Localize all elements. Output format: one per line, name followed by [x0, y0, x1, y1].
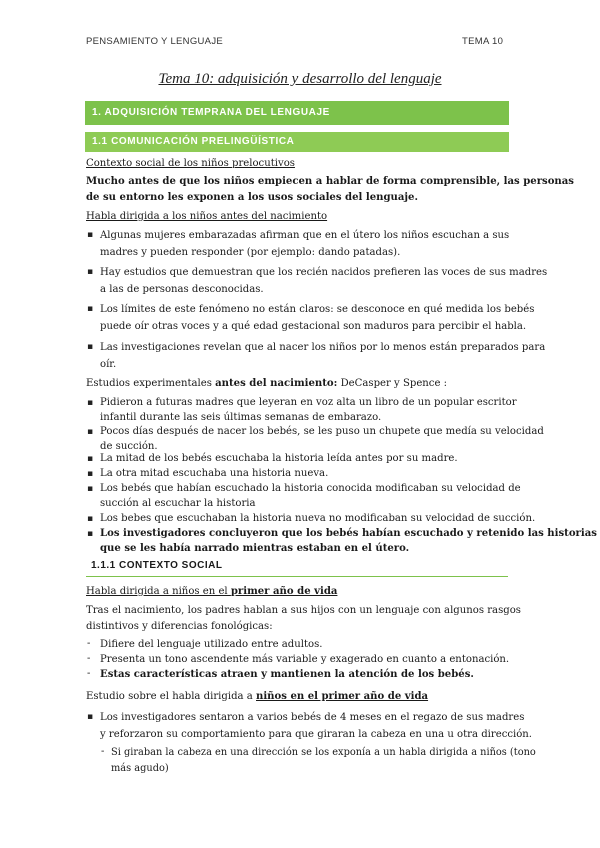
- bullet-icon: ▪: [87, 267, 94, 277]
- estudios-heading: Estudios experimentales antes del nacimiento: DeCasper y Spence :: [86, 378, 448, 389]
- estudio2-heading: Estudio sobre el habla dirigida a niños en el primer año de vida: [86, 691, 429, 702]
- habla-heading: Habla dirigida a los niños antes del nacimiento: [86, 211, 328, 222]
- dash-icon: -: [87, 653, 91, 664]
- list-item: La otra mitad escuchaba una historia nueva.: [100, 468, 329, 479]
- list-item: Pocos días después de nacer los bebés, se les puso un chupete que medía su velocidad de succión.: [100, 426, 544, 452]
- bullet-icon: ▪: [87, 454, 94, 464]
- section-heading-1-1: 1.1 COMUNICACIÓN PRELINGÜÍSTICA: [85, 132, 509, 152]
- intro-bold-line-2: de su entorno les exponen a los usos sociales del lenguaje.: [86, 192, 418, 203]
- paragraph-tras: Tras el nacimiento, los padres hablan a sus hijos con un lenguaje con algunos rasgos distintivos y diferencias fonológicas:: [86, 605, 521, 632]
- bullet-icon: ▪: [87, 398, 94, 408]
- list-item: Pidieron a futuras madres que leyeran en voz alta un libro de un popular escritor infantil durante las seis últimas semanas de embarazo.: [100, 397, 517, 423]
- dash-item: Difiere del lenguaje utilizado entre adultos.: [100, 639, 323, 650]
- list-item-conclusion: Los investigadores concluyeron que los bebés habían escuchado y retenido las historias que se les había narrado mientras estaban en el útero.: [100, 528, 597, 554]
- primer-ano-heading: Habla dirigida a niños en el primer año de vida: [86, 586, 338, 597]
- list-item: Los límites de este fenómeno no están claros: se desconoce en qué medida los bebés puede oír otras voces y a qué edad gestacional son maduros para percibir el habla.: [100, 304, 535, 332]
- bullet-icon: ▪: [87, 427, 94, 437]
- intro-bold-line-1: Mucho antes de que los niños empiecen a hablar de forma comprensible, las personas: [86, 176, 574, 187]
- list-item: Los investigadores sentaron a varios bebés de 4 meses en el regazo de sus madres y reforzaron su comportamiento para que giraran la cabeza en una u otra dirección.: [100, 712, 533, 740]
- list-item: Los bebés que habían escuchado la historia conocida modificaban su velocidad de succión al escuchar la historia: [100, 483, 521, 509]
- section-heading-1: 1. ADQUISICIÓN TEMPRANA DEL LENGUAJE: [85, 101, 509, 125]
- running-header-right: TEMA 10: [462, 36, 504, 47]
- dash-icon: -: [87, 668, 91, 679]
- bullet-icon: ▪: [87, 342, 94, 352]
- subsection-heading: 1.1.1 CONTEXTO SOCIAL: [91, 560, 223, 571]
- list-item: Algunas mujeres embarazadas afirman que en el útero los niños escuchan a sus madres y pueden responder (por ejemplo: dando patadas).: [100, 230, 510, 258]
- bullet-icon: ▪: [87, 712, 94, 722]
- bullet-icon: ▪: [87, 304, 94, 314]
- dash-item: Presenta un tono ascendente más variable y exagerado en cuanto a entonación.: [100, 654, 510, 665]
- bullet-icon: ▪: [87, 514, 94, 524]
- dash-item: Estas características atraen y mantienen la atención de los bebés.: [100, 669, 474, 680]
- dash-item: Si giraban la cabeza en una dirección se los exponía a un habla dirigida a niños (tono más agudo): [111, 747, 536, 774]
- dash-icon: -: [101, 746, 105, 757]
- running-header-left: PENSAMIENTO Y LENGUAJE: [86, 36, 224, 47]
- list-item: La mitad de los bebés escuchaba la historia leída antes por su madre.: [100, 453, 458, 464]
- bullet-icon: ▪: [87, 230, 94, 240]
- list-item: Hay estudios que demuestran que los recién nacidos prefieren las voces de sus madres a las de personas desconocidas.: [100, 267, 548, 295]
- bullet-icon: ▪: [87, 484, 94, 494]
- list-item: Las investigaciones revelan que al nacer los niños por lo menos están preparados para oír.: [100, 342, 546, 370]
- dash-icon: -: [87, 638, 91, 649]
- context-heading: Contexto social de los niños prelocutivos: [86, 158, 295, 169]
- document-title: Tema 10: adquisición y desarrollo del lenguaje: [158, 71, 442, 87]
- bullet-icon: ▪: [87, 529, 94, 539]
- list-item: Los bebes que escuchaban la historia nueva no modificaban su velocidad de succión.: [100, 513, 536, 524]
- bullet-icon: ▪: [87, 469, 94, 479]
